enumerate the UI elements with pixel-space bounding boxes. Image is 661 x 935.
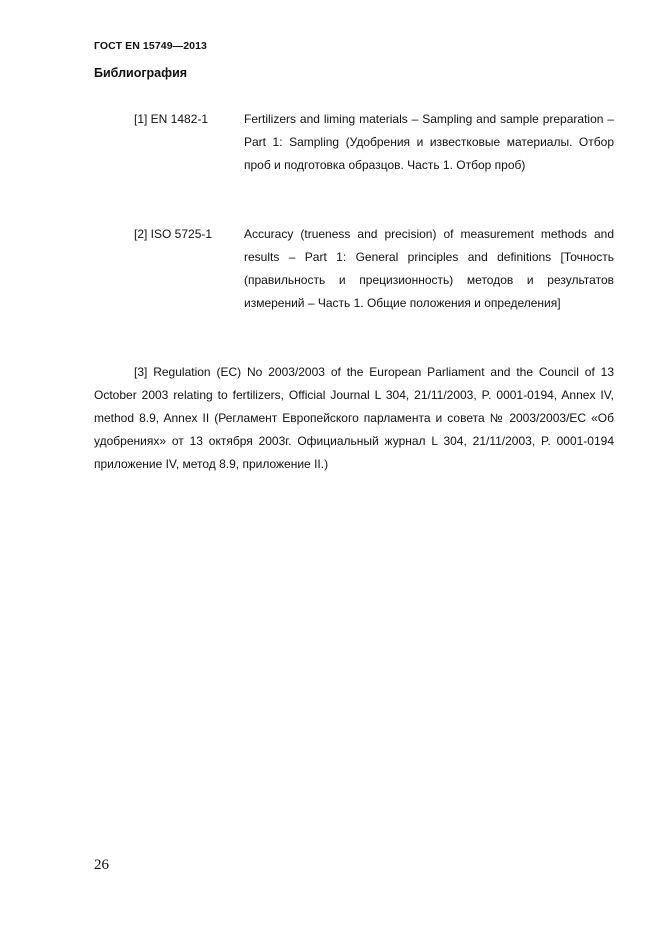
bibliography-entry [134,108,614,177]
document-code: ГОСТ EN 15749—2013 [94,40,207,52]
bibliography-entry [134,223,614,315]
page-number: 26 [94,857,109,873]
reference-text: Fertilizers and liming materials – Sampling and sample preparation – Part 1: Sampling (Удобрения и известковые материалы. Отбор проб и подготовка образцов. Часть 1. Отбор проб) [244,112,614,172]
section-title: Библиография [94,66,188,80]
reference-id: [2] ISO 5725-1 [134,227,213,241]
reference-id: [1] EN 1482-1 [134,112,209,126]
bibliography-entry: [3] Regulation (EC) No 2003/2003 of the European Parliament and the Council of 13 October 2003 relating to fertilizers, Official Journal L 304, 21/11/2003, P. 0001-0194, Annex IV, method 8.9, Annex II (Регламент Европейского парламента и совета № 2003/2003/EC «Об удобрениях» от 13 октября 2003г. Официальный журнал L 304, 21/11/2003, P. 0001-0194 приложение IV, метод 8.9, приложение II.) [94,365,614,471]
reference-text: Accuracy (trueness and precision) of measurement methods and results – Part 1: General principles and definitions [Точность (правильность и прецизионность) методов и результатов измерений – Часть 1. Общие положения и определения] [244,227,614,310]
